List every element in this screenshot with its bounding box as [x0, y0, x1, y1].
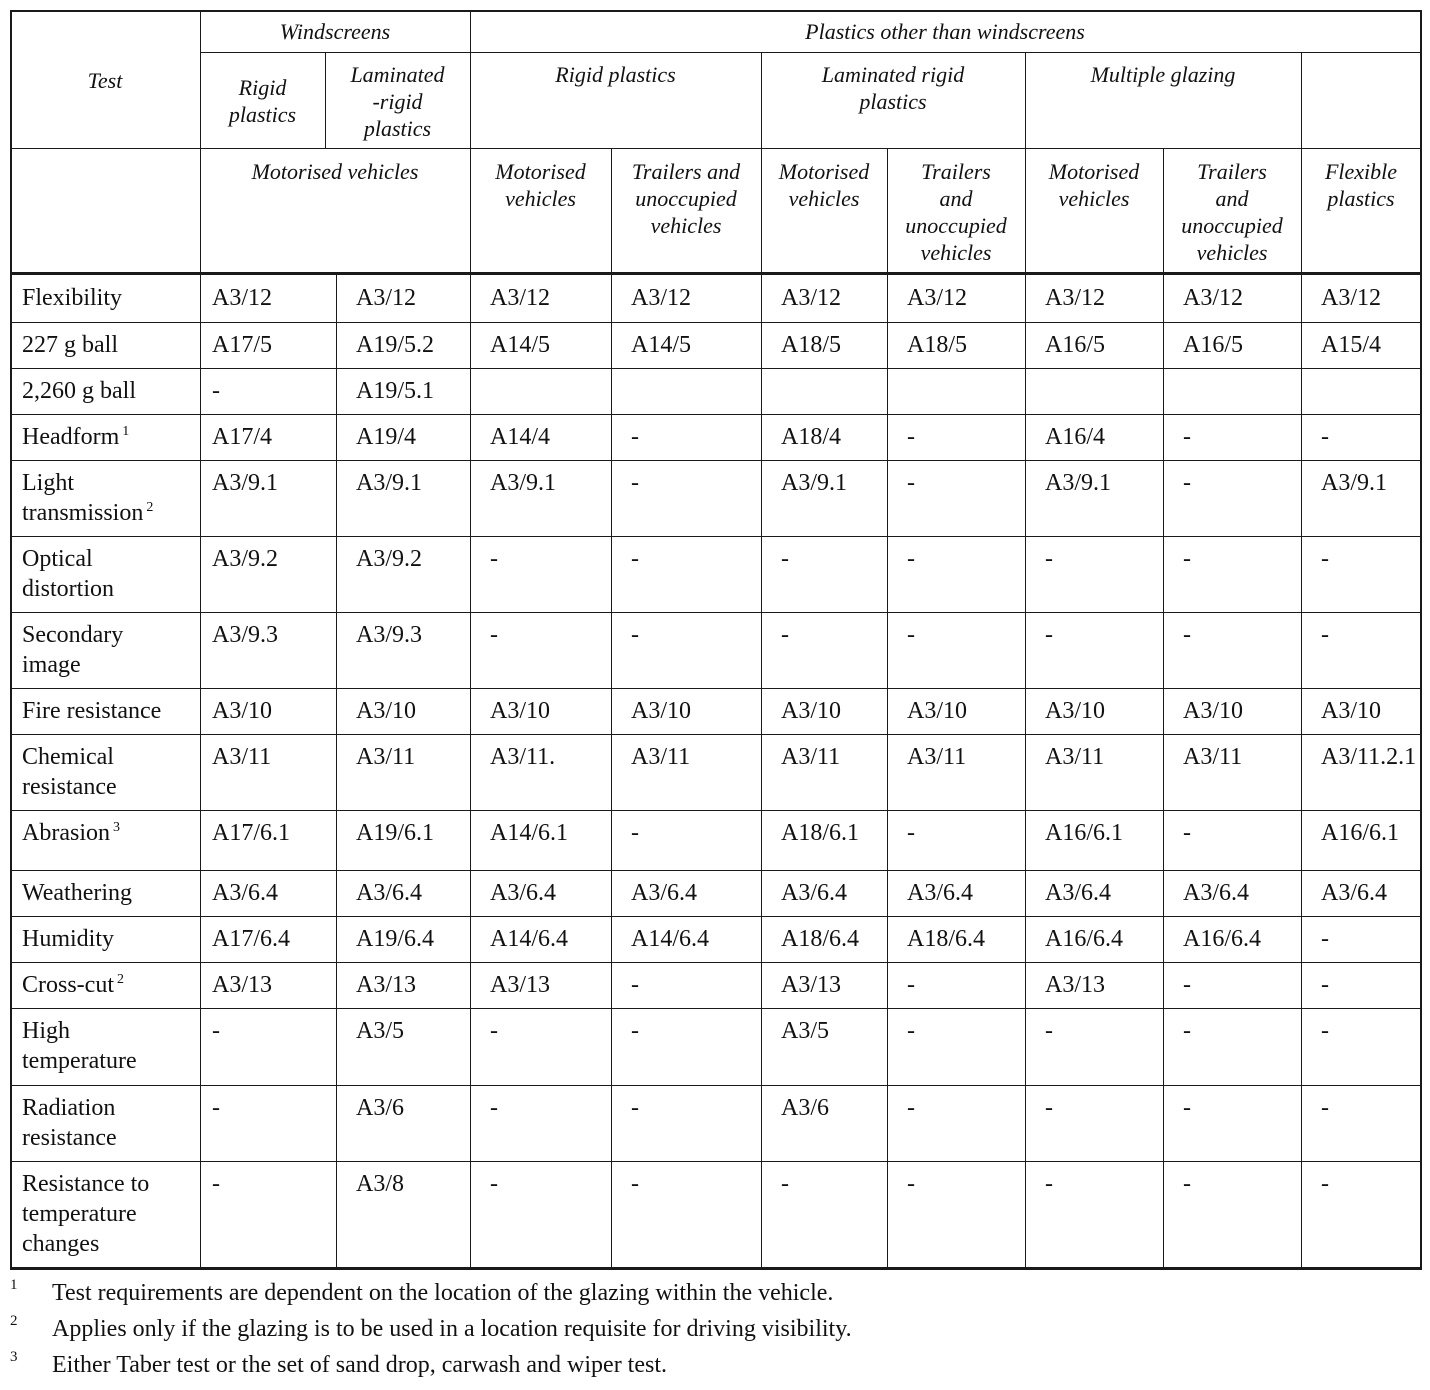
table-cell: A14/6.1: [490, 820, 568, 846]
table-cell: -: [1183, 424, 1191, 450]
table-cell: A3/12: [356, 285, 416, 311]
table-cell: A18/4: [781, 424, 841, 450]
table-cell: A3/13: [356, 972, 416, 998]
table-cell: A14/6.4: [631, 926, 709, 952]
table-cell: A19/5.2: [356, 332, 434, 358]
grid-line: [1420, 10, 1422, 1269]
header-plastics-other: Plastics other than windscreens: [805, 19, 1085, 44]
table-cell: -: [907, 546, 915, 572]
table-cell: A3/8: [356, 1171, 404, 1197]
grid-line: [1025, 52, 1026, 1269]
table-cell: -: [907, 1171, 915, 1197]
row-test-label: Humidity: [22, 926, 115, 952]
row-test-label: Cross-cut $^2$: [22, 972, 124, 998]
grid-line: [10, 734, 1422, 735]
table-cell: -: [1045, 1018, 1053, 1044]
table-cell: -: [1183, 1095, 1191, 1121]
table-cell: -: [212, 378, 220, 404]
row-test-label: 227 g ball: [22, 332, 118, 358]
grid-line: [10, 10, 12, 1269]
row-test-label: 2,260 g ball: [22, 378, 136, 404]
footnote-marker: 2: [146, 500, 154, 515]
grid-line: [10, 272, 1422, 275]
row-test-label: Chemical resistance: [22, 744, 117, 800]
table-cell: A3/11: [212, 744, 272, 770]
table-cell: A3/11: [1045, 744, 1105, 770]
table-cell: -: [631, 622, 639, 648]
table-cell: A19/4: [356, 424, 416, 450]
grid-line: [10, 414, 1422, 415]
row-test-label: Flexibility: [22, 285, 123, 311]
grid-line: [470, 10, 471, 1269]
grid-line: [336, 275, 337, 1269]
footnote-text: Either Taber test or the set of sand drop, carwash and wiper test.: [52, 1352, 668, 1378]
row-test-label: Light transmission $^2$: [22, 470, 154, 526]
grid-line: [10, 1008, 1422, 1009]
table-cell: -: [1321, 424, 1329, 450]
table-cell: A3/6.4: [490, 880, 556, 906]
table-cell: -: [1183, 972, 1191, 998]
table-cell: A3/6.4: [1321, 880, 1387, 906]
grid-line: [1163, 148, 1164, 1269]
grid-line: [10, 810, 1422, 811]
table-cell: A3/9.1: [1321, 470, 1387, 496]
header-laminated-motorised: Motorised vehicles: [778, 159, 870, 211]
table-cell: A17/6.1: [212, 820, 290, 846]
table-cell: -: [1321, 622, 1329, 648]
table-cell: -: [490, 1171, 498, 1197]
grid-line: [10, 460, 1422, 461]
header-laminated-trailers: Trailers and unoccupied vehicles: [905, 159, 1007, 265]
table-cell: -: [1045, 1171, 1053, 1197]
table-cell: A14/5: [490, 332, 550, 358]
table-cell: -: [781, 622, 789, 648]
row-test-label: Resistance to temperature changes: [22, 1171, 150, 1257]
table-cell: A3/11: [1183, 744, 1243, 770]
table-cell: A19/5.1: [356, 378, 434, 404]
header-rigid-plastics: Rigid plastics: [555, 62, 676, 87]
table-cell: -: [631, 1171, 639, 1197]
row-test-label: Optical distortion: [22, 546, 115, 602]
header-laminated-rigid: Laminated rigid plastics: [821, 62, 965, 114]
table-cell: A3/10: [1045, 698, 1105, 724]
row-test-label: Headform $^1$: [22, 424, 130, 450]
table-cell: A14/4: [490, 424, 550, 450]
table-cell: -: [907, 424, 915, 450]
table-cell: -: [1183, 546, 1191, 572]
table-cell: -: [631, 546, 639, 572]
table-cell: A3/12: [781, 285, 841, 311]
footnote-marker: 1: [122, 424, 130, 439]
table-cell: -: [1321, 1018, 1329, 1044]
table-cell: -: [490, 622, 498, 648]
grid-line: [10, 10, 1422, 12]
table-cell: -: [1183, 622, 1191, 648]
table-cell: A14/5: [631, 332, 691, 358]
table-cell: -: [907, 972, 915, 998]
row-test-label: Weathering: [22, 880, 133, 906]
grid-line: [10, 368, 1422, 369]
table-cell: -: [907, 1095, 915, 1121]
table-cell: A3/10: [907, 698, 967, 724]
grid-line: [10, 688, 1422, 689]
table-cell: A3/10: [1183, 698, 1243, 724]
table-cell: A3/11: [907, 744, 967, 770]
footnote-text: Test requirements are dependent on the location of the glazing within the vehicle.: [52, 1280, 834, 1306]
table-cell: A3/6: [356, 1095, 404, 1121]
header-ws-laminated-rigid: Laminated -rigid plastics: [350, 62, 445, 141]
grid-line: [10, 612, 1422, 613]
table-cell: -: [1183, 470, 1191, 496]
table-cell: A18/6.1: [781, 820, 859, 846]
footnote-text: Applies only if the glazing is to be used in a location requisite for driving visibility.: [52, 1316, 852, 1342]
table-cell: -: [631, 972, 639, 998]
table-cell: A3/10: [781, 698, 841, 724]
table-cell: A3/10: [356, 698, 416, 724]
table-cell: -: [490, 1018, 498, 1044]
header-windscreens: Windscreens: [279, 19, 391, 44]
table-cell: A3/12: [631, 285, 691, 311]
table-cell: A14/6.4: [490, 926, 568, 952]
header-flexible-plastics: Flexible plastics: [1324, 159, 1398, 211]
table-cell: A3/6.4: [781, 880, 847, 906]
table-cell: -: [1321, 972, 1329, 998]
table-cell: A18/5: [907, 332, 967, 358]
table-cell: A3/13: [781, 972, 841, 998]
header-rigid-trailers: Trailers and unoccupied vehicles: [631, 159, 741, 238]
table-cell: A3/10: [631, 698, 691, 724]
table-cell: A3/9.1: [781, 470, 847, 496]
grid-line: [10, 322, 1422, 323]
table-cell: -: [907, 820, 915, 846]
table-cell: -: [1183, 1018, 1191, 1044]
table-cell: A19/6.1: [356, 820, 434, 846]
grid-line: [325, 52, 326, 148]
footnote-number: 1: [10, 1277, 18, 1293]
table-cell: A3/5: [781, 1018, 829, 1044]
table-cell: A3/12: [212, 285, 272, 311]
table-cell: A3/6.4: [907, 880, 973, 906]
table-cell: -: [1045, 622, 1053, 648]
table-cell: A3/11: [356, 744, 416, 770]
table-cell: A16/6.4: [1183, 926, 1261, 952]
table-cell: A17/6.4: [212, 926, 290, 952]
table-cell: -: [1183, 1171, 1191, 1197]
grid-line: [10, 962, 1422, 963]
table-cell: A18/6.4: [907, 926, 985, 952]
table-cell: -: [631, 1018, 639, 1044]
table-cell: -: [781, 546, 789, 572]
table-cell: A3/11.2.1: [1321, 744, 1417, 770]
table-cell: -: [781, 1171, 789, 1197]
grid-line: [200, 52, 1422, 53]
header-ws-rigid-plastics: Rigid plastics: [228, 75, 297, 127]
table-cell: A3/11.: [490, 744, 556, 770]
table-cell: -: [1321, 546, 1329, 572]
table-cell: -: [907, 622, 915, 648]
grid-line: [10, 1161, 1422, 1162]
table-cell: A3/10: [490, 698, 550, 724]
table-cell: A3/12: [1183, 285, 1243, 311]
header-multiple-glazing: Multiple glazing: [1090, 62, 1236, 87]
table-cell: -: [212, 1095, 220, 1121]
table-cell: A3/13: [212, 972, 272, 998]
table-cell: A3/6: [781, 1095, 829, 1121]
table-cell: -: [490, 1095, 498, 1121]
grid-line: [611, 148, 612, 1269]
header-rigid-motorised: Motorised vehicles: [495, 159, 586, 211]
table-cell: A3/9.1: [490, 470, 556, 496]
table-cell: A3/9.3: [212, 622, 278, 648]
grid-line: [10, 1267, 1422, 1270]
table-cell: -: [1045, 1095, 1053, 1121]
grid-line: [10, 148, 1422, 149]
table-cell: A3/12: [490, 285, 550, 311]
row-test-label: High temperature: [22, 1018, 137, 1074]
table-cell: -: [1321, 926, 1329, 952]
table-cell: -: [212, 1171, 220, 1197]
table-cell: -: [1045, 546, 1053, 572]
table-cell: A3/12: [1045, 285, 1105, 311]
table-cell: -: [1321, 1171, 1329, 1197]
table-cell: A3/6.4: [212, 880, 278, 906]
row-test-label: Abrasion $^3$: [22, 820, 120, 846]
table-cell: -: [1321, 1095, 1329, 1121]
table-cell: -: [631, 470, 639, 496]
table-cell: -: [631, 424, 639, 450]
table-cell: A3/9.1: [1045, 470, 1111, 496]
table-cell: A16/5: [1183, 332, 1243, 358]
table-cell: A17/5: [212, 332, 272, 358]
header-multiple-trailers: Trailers and unoccupied vehicles: [1181, 159, 1283, 265]
header-multiple-motorised: Motorised vehicles: [1048, 159, 1140, 211]
footnote-marker: 3: [112, 820, 120, 835]
table-cell: A3/10: [212, 698, 272, 724]
table-cell: A3/9.2: [212, 546, 278, 572]
table-cell: A16/4: [1045, 424, 1105, 450]
table-cell: A16/6.1: [1045, 820, 1123, 846]
grid-line: [10, 870, 1422, 871]
grid-line: [761, 52, 762, 1269]
row-test-label: Fire resistance: [22, 698, 162, 724]
table-cell: A3/11: [781, 744, 841, 770]
table-cell: A18/6.4: [781, 926, 859, 952]
header-ws-motorised-vehicles: Motorised vehicles: [251, 159, 419, 184]
table-cell: -: [907, 470, 915, 496]
header-test: Test: [87, 68, 123, 93]
table-cell: A3/6.4: [1045, 880, 1111, 906]
footnote-marker: 2: [117, 972, 124, 987]
table-cell: A3/9.1: [212, 470, 278, 496]
table-cell: A3/9.1: [356, 470, 422, 496]
table-cell: -: [631, 820, 639, 846]
grid-line: [10, 536, 1422, 537]
grid-line: [10, 916, 1422, 917]
table-cell: -: [490, 546, 498, 572]
table-cell: A3/13: [490, 972, 550, 998]
table-cell: A15/4: [1321, 332, 1381, 358]
footnote-number: 3: [10, 1349, 18, 1365]
table-cell: A18/5: [781, 332, 841, 358]
table-cell: A3/5: [356, 1018, 404, 1044]
grid-line: [200, 10, 201, 1269]
table-cell: A3/9.2: [356, 546, 422, 572]
row-test-label: Secondary image: [22, 622, 124, 678]
table-cell: A3/12: [1321, 285, 1381, 311]
table-cell: A3/10: [1321, 698, 1381, 724]
table-cell: -: [212, 1018, 220, 1044]
table-cell: A3/11: [631, 744, 691, 770]
table-cell: A16/6.1: [1321, 820, 1399, 846]
table-cell: A16/6.4: [1045, 926, 1123, 952]
table-cell: A17/4: [212, 424, 272, 450]
grid-line: [1301, 52, 1302, 1269]
grid-line: [10, 1085, 1422, 1086]
table-cell: -: [907, 1018, 915, 1044]
row-test-label: Radiation resistance: [22, 1095, 117, 1151]
table-cell: -: [1183, 820, 1191, 846]
grid-line: [887, 148, 888, 1269]
table-cell: A3/6.4: [631, 880, 697, 906]
table-cell: A19/6.4: [356, 926, 434, 952]
table-cell: A3/13: [1045, 972, 1105, 998]
table-cell: A3/6.4: [356, 880, 422, 906]
table-cell: A3/12: [907, 285, 967, 311]
table-cell: -: [631, 1095, 639, 1121]
table-cell: A3/9.3: [356, 622, 422, 648]
footnote-number: 2: [10, 1313, 18, 1329]
table-cell: A3/6.4: [1183, 880, 1249, 906]
table-cell: A16/5: [1045, 332, 1105, 358]
